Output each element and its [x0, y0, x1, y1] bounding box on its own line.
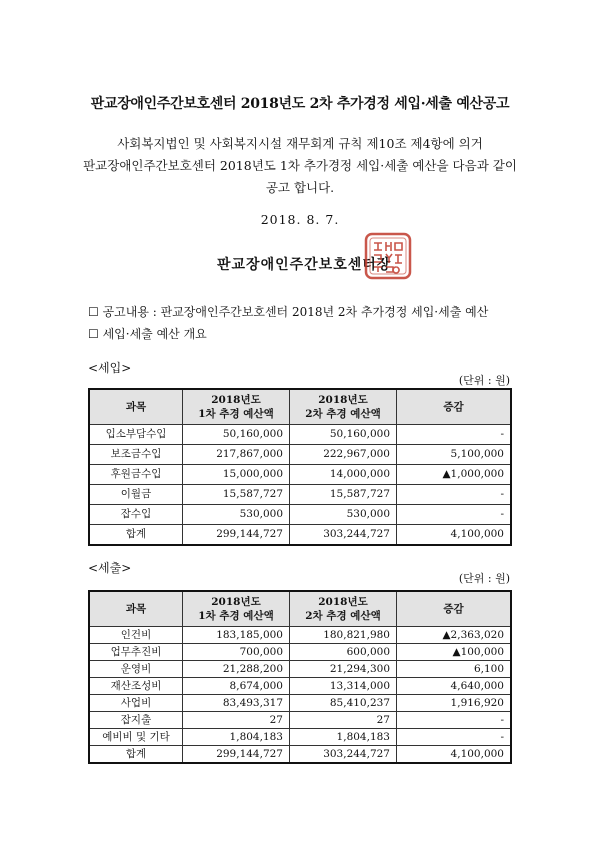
second-budget-cell: 600,000	[290, 644, 397, 661]
diff-cell: -	[397, 505, 512, 525]
table-row	[89, 678, 511, 695]
revenue-table	[88, 388, 512, 546]
first-budget-cell: 530,000	[183, 505, 290, 525]
table-row	[89, 505, 511, 525]
second-budget-cell: 303,244,727	[290, 525, 397, 546]
header-item: 과목	[89, 389, 183, 425]
table-total-row	[89, 525, 511, 546]
item-cell: 잡수입	[89, 505, 183, 525]
revenue-section-label: <세입>	[88, 361, 132, 375]
diff-cell: 4,100,000	[397, 525, 512, 546]
first-budget-cell: 83,493,317	[183, 695, 290, 712]
intro-line-1: 사회복지법인 및 사회복지시설 재무회계 규칙 제10조 제4항에 의거	[117, 136, 483, 151]
header-second-budget: 2018년도 2차 추경 예산액	[290, 591, 397, 627]
intro-line-3: 공고 합니다.	[265, 180, 335, 195]
item-cell: 운영비	[89, 661, 183, 678]
diff-cell: 4,640,000	[397, 678, 512, 695]
header-diff: 증감	[397, 389, 512, 425]
table-row	[89, 644, 511, 661]
second-budget-cell: 180,821,980	[290, 627, 397, 644]
header-second-budget: 2018년도 2차 추경 예산액	[290, 389, 397, 425]
second-budget-cell: 85,410,237	[290, 695, 397, 712]
diff-cell: -	[397, 425, 512, 445]
diff-cell: ▲2,363,020	[397, 627, 512, 644]
first-budget-cell: 8,674,000	[183, 678, 290, 695]
diff-cell: ▲100,000	[397, 644, 512, 661]
first-budget-cell: 15,587,727	[183, 485, 290, 505]
second-budget-cell: 303,244,727	[290, 746, 397, 764]
first-budget-cell: 299,144,727	[183, 746, 290, 764]
notice-date: 2018. 8. 7.	[260, 212, 340, 227]
item-cell: 합계	[89, 746, 183, 764]
second-budget-cell: 15,587,727	[290, 485, 397, 505]
item-cell: 합계	[89, 525, 183, 546]
header-item: 과목	[89, 591, 183, 627]
table-total-row	[89, 746, 511, 764]
item-cell: 예비비 및 기타	[89, 729, 183, 746]
diff-cell: ▲1,000,000	[397, 465, 512, 485]
diff-cell: 4,100,000	[397, 746, 512, 764]
table-row	[89, 712, 511, 729]
budget-overview-bullet: ☐ 세입·세출 예산 개요	[88, 327, 207, 341]
second-budget-cell: 530,000	[290, 505, 397, 525]
item-cell: 이월금	[89, 485, 183, 505]
diff-cell: 1,916,920	[397, 695, 512, 712]
first-budget-cell: 700,000	[183, 644, 290, 661]
item-cell: 사업비	[89, 695, 183, 712]
header-diff: 증감	[397, 591, 512, 627]
item-cell: 업무추진비	[89, 644, 183, 661]
diff-cell: -	[397, 729, 512, 746]
diff-cell: -	[397, 485, 512, 505]
expenditure-unit-label: (단위 : 원)	[458, 572, 510, 585]
table-row	[89, 627, 511, 644]
first-budget-cell: 27	[183, 712, 290, 729]
intro-line-2: 판교장애인주간보호센터 2018년도 1차 추가경정 세입·세출 예산을 다음과 같이	[83, 158, 517, 173]
table-row	[89, 695, 511, 712]
expenditure-table	[88, 590, 512, 764]
second-budget-cell: 21,294,300	[290, 661, 397, 678]
revenue-unit-label: (단위 : 원)	[458, 374, 510, 387]
table-row	[89, 485, 511, 505]
official-seal-stamp	[364, 232, 412, 280]
table-row	[89, 465, 511, 485]
item-cell: 보조금수입	[89, 445, 183, 465]
first-budget-cell: 217,867,000	[183, 445, 290, 465]
first-budget-cell: 299,144,727	[183, 525, 290, 546]
table-row	[89, 661, 511, 678]
diff-cell: 5,100,000	[397, 445, 512, 465]
second-budget-cell: 50,160,000	[290, 425, 397, 445]
item-cell: 후원금수입	[89, 465, 183, 485]
first-budget-cell: 15,000,000	[183, 465, 290, 485]
first-budget-cell: 1,804,183	[183, 729, 290, 746]
table-row	[89, 445, 511, 465]
document-title: 판교장애인주간보호센터 2018년도 2차 추가경정 세입·세출 예산공고	[90, 96, 510, 112]
organization-name: 판교장애인주간보호센터장	[217, 257, 392, 273]
item-cell: 재산조성비	[89, 678, 183, 695]
first-budget-cell: 21,288,200	[183, 661, 290, 678]
item-cell: 잡지출	[89, 712, 183, 729]
second-budget-cell: 222,967,000	[290, 445, 397, 465]
diff-cell: -	[397, 712, 512, 729]
diff-cell: 6,100	[397, 661, 512, 678]
first-budget-cell: 183,185,000	[183, 627, 290, 644]
header-first-budget: 2018년도 1차 추경 예산액	[183, 389, 290, 425]
first-budget-cell: 50,160,000	[183, 425, 290, 445]
item-cell: 입소부담수입	[89, 425, 183, 445]
second-budget-cell: 13,314,000	[290, 678, 397, 695]
second-budget-cell: 1,804,183	[290, 729, 397, 746]
notice-content-bullet: ☐ 공고내용 : 판교장애인주간보호센터 2018년 2차 추가경정 세입·세출 예산	[88, 305, 489, 319]
second-budget-cell: 14,000,000	[290, 465, 397, 485]
item-cell: 인건비	[89, 627, 183, 644]
second-budget-cell: 27	[290, 712, 397, 729]
expenditure-section-label: <세출>	[88, 561, 132, 575]
header-first-budget: 2018년도 1차 추경 예산액	[183, 591, 290, 627]
table-row	[89, 729, 511, 746]
table-row	[89, 425, 511, 445]
